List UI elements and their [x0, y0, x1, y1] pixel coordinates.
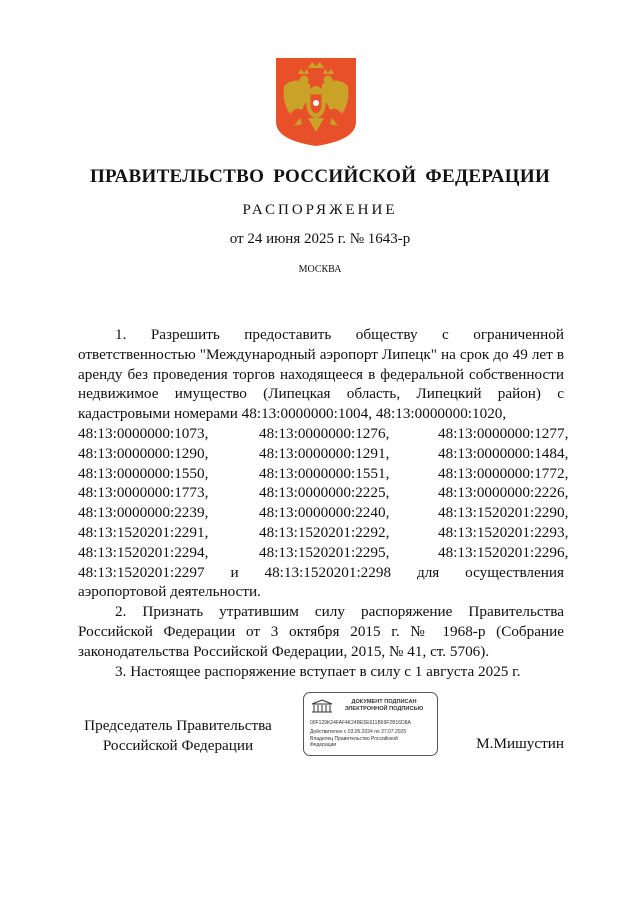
- cadastral-number: 48:13:0000000:1290,: [78, 444, 209, 462]
- cadastral-number: 48:13:1520201:2294,: [78, 543, 209, 561]
- paragraph-1-tail: 48:13:1520201:2297 и 48:13:1520201:2298 для осуществления аэропортовой деятельности.: [78, 563, 564, 601]
- cadastral-number: 48:13:0000000:1276,: [259, 424, 390, 442]
- cadastral-number: 48:13:0000000:1073,: [78, 424, 209, 442]
- cadastral-number: 48:13:0000000:1551,: [259, 464, 390, 482]
- signer-name: М.Мишустин: [476, 735, 564, 752]
- signature-owner-cont: Федерации: [310, 742, 337, 748]
- cadastral-number: 48:13:1520201:2295,: [259, 543, 390, 561]
- signer-position: [78, 716, 278, 756]
- government-title: ПРАВИТЕЛЬСТВО РОССИЙСКОЙ ФЕДЕРАЦИИ: [89, 166, 551, 187]
- cadastral-number: 48:13:0000000:2239,: [78, 504, 209, 522]
- cadastral-numbers-table: [78, 424, 569, 563]
- paragraph-3: 3. Настоящее распоряжение вступает в силу с 1 августа 2025 г.: [115, 662, 521, 680]
- paragraph-1-intro: 1. Разрешить предоставить обществу с ограниченной ответственностью "Международный аэропорт Липецк" на срок до 49 лет в аренду без проведения торгов находящееся в федеральной собственности недвижимое имущество (Липецкая область, Липецкий район) с кадастровыми номерами 48:13:0000000:1004, 48:13:0000000:1020,: [78, 326, 564, 423]
- coat-of-arms-emblem: [276, 58, 356, 146]
- signature-serial: 00F129K24FAF4K24BE5E611B69F2B16D8A: [310, 720, 411, 726]
- cadastral-number: 48:13:0000000:2226,: [438, 484, 569, 502]
- cadastral-number: 48:13:0000000:2225,: [259, 484, 390, 502]
- signer-position-line-2: Российской Федерации: [102, 736, 254, 754]
- cadastral-number: 48:13:0000000:1550,: [78, 464, 209, 482]
- document-city: МОСКВА: [298, 264, 342, 275]
- cadastral-number: 48:13:1520201:2290,: [438, 504, 569, 522]
- paragraph-2: 2. Признать утратившим силу распоряжение Правительства Российской Федерации от 3 октября 2015 г. № 1968-р (Собрание законодательства Российской Федерации, 2015, № 41, ст. 5706).: [78, 603, 564, 660]
- document-type: РАСПОРЯЖЕНИЕ: [242, 202, 398, 218]
- cadastral-number: 48:13:1520201:2296,: [438, 543, 569, 561]
- signature-owner: Владелец Правительство Российской: [310, 736, 398, 742]
- signature-validity: Действителен с 03.05.2024 по 27.07.2025: [310, 729, 407, 735]
- document-body: [78, 325, 569, 681]
- signature-stamp-title: ДОКУМЕНТ ПОДПИСАН ЭЛЕКТРОННОЙ ПОДПИСЬЮ: [344, 699, 424, 712]
- electronic-signature-stamp: [303, 692, 438, 756]
- signer-position-line-1: Председатель Правительства: [84, 717, 272, 734]
- cadastral-number: 48:13:0000000:1484,: [438, 444, 569, 462]
- government-building-icon: [311, 699, 333, 713]
- cadastral-number: 48:13:1520201:2293,: [438, 523, 569, 541]
- cadastral-number: 48:13:0000000:2240,: [259, 504, 390, 522]
- cadastral-number: 48:13:0000000:1277,: [438, 424, 569, 442]
- document-date-number: от 24 июня 2025 г. № 1643-р: [229, 231, 411, 247]
- cadastral-number: 48:13:0000000:1772,: [438, 464, 569, 482]
- cadastral-number: 48:13:0000000:1291,: [259, 444, 390, 462]
- cadastral-number: 48:13:0000000:1773,: [78, 484, 209, 502]
- cadastral-number: 48:13:1520201:2291,: [78, 523, 209, 541]
- cadastral-number: 48:13:1520201:2292,: [259, 523, 390, 541]
